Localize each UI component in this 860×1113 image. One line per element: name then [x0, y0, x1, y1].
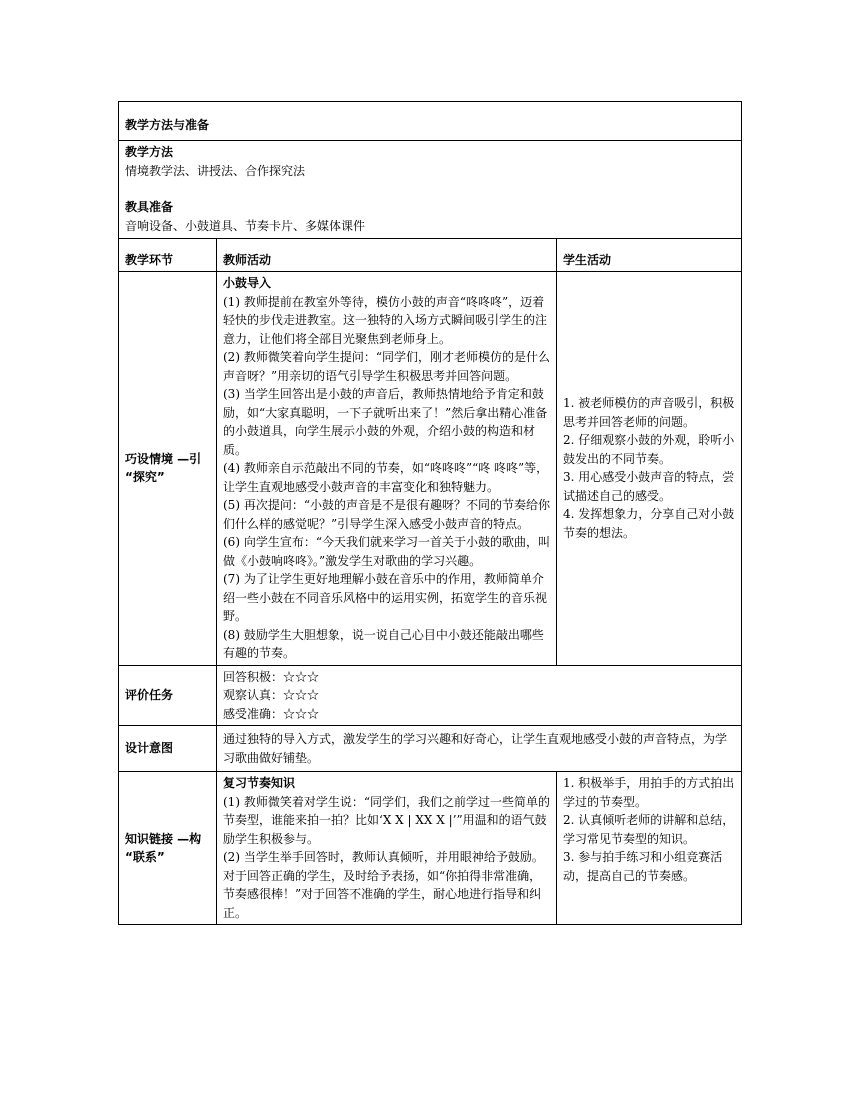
stage1-student-cell — [557, 272, 742, 666]
stage2-name: 知识链接 —构 “联系” — [119, 772, 217, 925]
stage2-teacher-cell — [217, 772, 557, 925]
stage1-teacher-title: 小鼓导入 — [223, 276, 272, 290]
stage1-teacher-cell — [217, 272, 557, 666]
list-item: 1. 被老师模仿的声音吸引，积极思考并回答老师的问题。 — [563, 396, 735, 429]
tools-text: 音响设备、小鼓道具、节奏卡片、多媒体课件 — [125, 218, 366, 233]
header-stage: 教学环节 — [119, 239, 217, 272]
section-title: 教学方法与准备 — [119, 102, 742, 141]
evaluation-item: 回答积极：☆☆☆ — [223, 669, 320, 684]
header-teacher: 教师活动 — [217, 239, 557, 272]
design-intent-text: 通过独特的导入方式，激发学生的学习兴趣和好奇心，让学生直观地感受小鼓的声音特点，为学习歌曲做好铺垫。 — [217, 726, 742, 772]
list-item: 3. 用心感受小鼓声音的特点，尝试描述自己的感受。 — [563, 470, 735, 503]
list-item: (4) 教师亲自示范敲出不同的节奏，如“咚咚咚”“咚 咚咚”等，让学生直观地感受小鼓声音的丰富变化和独特魅力。 — [223, 461, 549, 494]
methods-heading: 教学方法 — [125, 145, 174, 159]
tools-heading: 教具准备 — [125, 200, 174, 214]
stage1-name: 巧设情境 —引 “探究” — [119, 272, 217, 666]
stage2-teacher-title: 复习节奏知识 — [223, 776, 296, 790]
section-title-row — [119, 102, 742, 141]
design-intent-label: 设计意图 — [119, 726, 217, 772]
lesson-plan-table — [118, 101, 742, 925]
methods-text: 情境教学法、讲授法、合作探究法 — [125, 163, 306, 178]
list-item: (2) 教师微笑着向学生提问：“同学们，刚才老师模仿的是什么声音呀？”用亲切的语气引导学生积极思考并回答问题。 — [223, 350, 550, 383]
design-intent-row — [119, 726, 742, 772]
list-item: (7) 为了让学生更好地理解小鼓在音乐中的作用，教师简单介绍一些小鼓在不同音乐风格中的运用实例，拓宽学生的音乐视野。 — [223, 572, 548, 623]
list-item: (2) 当学生举手回答时，教师认真倾听，并用眼神给予鼓励。对于回答正确的学生，及时给予表扬，如“你拍得非常准确，节奏感很棒！”对于回答不准确的学生，耐心地进行指导和纠正。 — [223, 850, 544, 920]
evaluation-label: 评价任务 — [119, 665, 217, 726]
stage1-row — [119, 272, 742, 666]
list-item: (1) 教师微笑着对学生说：“同学们，我们之前学过一些简单的节奏型，谁能来拍一拍？比如‘X X | XX X |’”用温和的语气鼓励学生积极参与。 — [223, 794, 550, 846]
list-item: 4. 发挥想象力，分享自己对小鼓节奏的想法。 — [563, 507, 735, 540]
stage2-row — [119, 772, 742, 925]
list-item: 2. 仔细观察小鼓的外观，聆听小鼓发出的不同节奏。 — [563, 433, 735, 466]
list-item: (8) 鼓励学生大胆想象，说一说自己心目中小鼓还能敲出哪些有趣的节奏。 — [223, 627, 544, 660]
evaluation-item: 观察认真：☆☆☆ — [223, 688, 320, 702]
stage2-student-cell — [557, 772, 742, 925]
list-item: (3) 当学生回答出是小鼓的声音后，教师热情地给予肯定和鼓励，如“大家真聪明，一下子就听出来了！”然后拿出精心准备的小鼓道具，向学生展示小鼓的外观，介绍小鼓的构造和材质。 — [223, 387, 548, 457]
methods-row — [119, 141, 742, 239]
list-item: 3. 参与拍手练习和小组竞赛活动，提高自己的节奏感。 — [563, 850, 723, 883]
table-header-row — [119, 239, 742, 272]
evaluation-item: 感受准确：☆☆☆ — [223, 706, 320, 721]
list-item: (6) 向学生宣布：“今天我们就来学习一首关于小鼓的歌曲，叫做《小鼓响咚咚》。”激发学生对歌曲的学习兴趣。 — [223, 535, 550, 568]
evaluation-cell — [217, 665, 742, 726]
methods-cell — [119, 141, 742, 239]
list-item: 2. 认真倾听老师的讲解和总结，学习常见节奏型的知识。 — [563, 813, 735, 846]
header-student: 学生活动 — [557, 239, 742, 272]
list-item: (1) 教师提前在教室外等待，模仿小鼓的声音“咚咚咚”，迈着轻快的步伐走进教室。这一独特的入场方式瞬间吸引学生的注意力，让他们将全部目光聚焦到老师身上。 — [223, 294, 548, 346]
list-item: 1. 积极举手，用拍手的方式拍出学过的节奏型。 — [563, 776, 735, 809]
spacer — [125, 180, 735, 198]
list-item: (5) 再次提问：“小鼓的声音是不是很有趣呀？不同的节奏给你们什么样的感觉呢？”引导学生深入感受小鼓声音的特点。 — [223, 498, 550, 531]
evaluation-row — [119, 665, 742, 726]
